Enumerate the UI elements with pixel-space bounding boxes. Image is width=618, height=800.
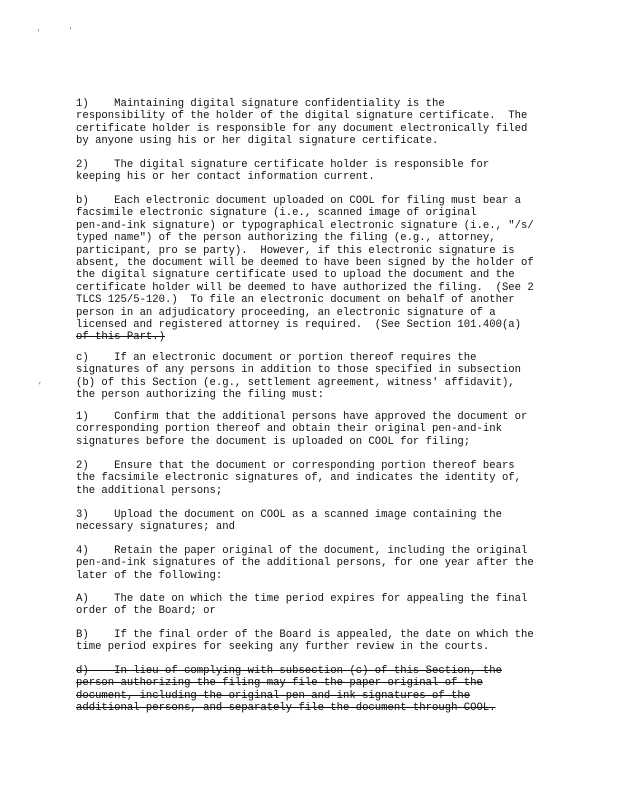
text-line: by anyone using his or her digital signature certificate. (76, 135, 439, 148)
text-line: absent, the document will be deemed to have been signed by the holder of (76, 257, 534, 270)
paragraph-1 (76, 98, 546, 148)
text-line: responsibility of the holder of the digital signature certificate. The (76, 110, 528, 123)
text-line: 2) The digital signature certificate holder is responsible for (76, 159, 490, 171)
paragraph-c4b (76, 629, 546, 654)
paragraph-c4a (76, 593, 546, 618)
struck-text-line: additional persons, and separately file the document through COOL. (76, 702, 496, 715)
text-line: signatures of any persons in addition to those specified in subsection (76, 364, 522, 377)
text-line: corresponding portion thereof and obtain their original pen-and-ink (76, 423, 502, 436)
text-line: pen-and-ink signature) or typographical electronic signature (i.e., "/s/ (76, 219, 534, 232)
paragraph-c (76, 352, 546, 402)
text-line: pen-and-ink signatures of the additional persons, for one year after the (76, 557, 534, 570)
text-line: the digital signature certificate used to upload the document and the (76, 269, 515, 282)
paragraph-2 (76, 159, 546, 184)
text-line: 1) Confirm that the additional persons have approved the document or (76, 411, 528, 423)
text-line: the person authorizing the filing must: (76, 389, 324, 402)
text-line: the additional persons; (76, 484, 223, 497)
scan-mark: , (38, 377, 43, 386)
text-line: the facsimile electronic signatures of, and indicates the identity of, (76, 472, 522, 485)
text-line: 1) Maintaining digital signature confidentiality is the (76, 98, 445, 110)
text-line: certificate holder will be deemed to have authorized the filing. (See 2 (76, 281, 534, 294)
scan-mark: ' (36, 29, 41, 38)
scan-mark: ' (68, 27, 73, 36)
text-line: c) If an electronic document or portion thereof requires the (76, 352, 477, 364)
text-line: person in an adjudicatory proceeding, an electronic signature of a (76, 306, 496, 319)
text-line: participant, pro se party). However, if this electronic signature is (76, 244, 515, 257)
text-line: A) The date on which the time period expires for appealing the final (76, 593, 528, 605)
text-line: 3) Upload the document on COOL as a scanned image containing the (76, 509, 502, 521)
text-line: order of the Board; or (76, 605, 216, 618)
text-line: keeping his or her contact information current. (76, 171, 375, 184)
paragraph-c2 (76, 460, 546, 497)
struck-text-line: d) In lieu of complying with subsection (c) of this Section, the (76, 665, 502, 677)
struck-text-line: document, including the original pen and ink signatures of the (76, 689, 471, 702)
paragraph-b (76, 195, 546, 344)
text-line: signatures before the document is uploaded on COOL for filing; (76, 435, 471, 448)
paragraph-c3 (76, 509, 546, 534)
paragraph-c1 (76, 411, 546, 448)
text-line: 4) Retain the paper original of the document, including the original (76, 545, 528, 557)
struck-text-line: of this Part.) (76, 331, 166, 344)
paragraph-c4 (76, 545, 546, 582)
text-line: (b) of this Section (e.g., settlement agreement, witness' affidavit), (76, 376, 515, 389)
text-line: TLCS 125/5-120.) To file an electronic document on behalf of another (76, 294, 515, 307)
text-line: facsimile electronic signature (i.e., scanned image of original (76, 207, 477, 220)
text-line: time period expires for seeking any further review in the courts. (76, 641, 490, 654)
paragraph-d (76, 665, 546, 715)
text-line: later of the following: (76, 569, 223, 582)
text-line: certificate holder is responsible for any document electronically filed (76, 122, 528, 135)
text-line: b) Each electronic document uploaded on COOL for filing must bear a (76, 195, 522, 207)
text-line: necessary signatures; and (76, 521, 235, 534)
text-line: B) If the final order of the Board is appealed, the date on which the (76, 629, 534, 641)
text-line: typed name") of the person authorizing the filing (e.g., attorney, (76, 232, 496, 245)
struck-text-line: person authorizing the filing may file the paper original of the (76, 677, 483, 690)
text-line: 2) Ensure that the document or corresponding portion thereof bears (76, 460, 515, 472)
text-line: licensed and registered attorney is required. (See Section 101.400(a) (76, 319, 522, 332)
